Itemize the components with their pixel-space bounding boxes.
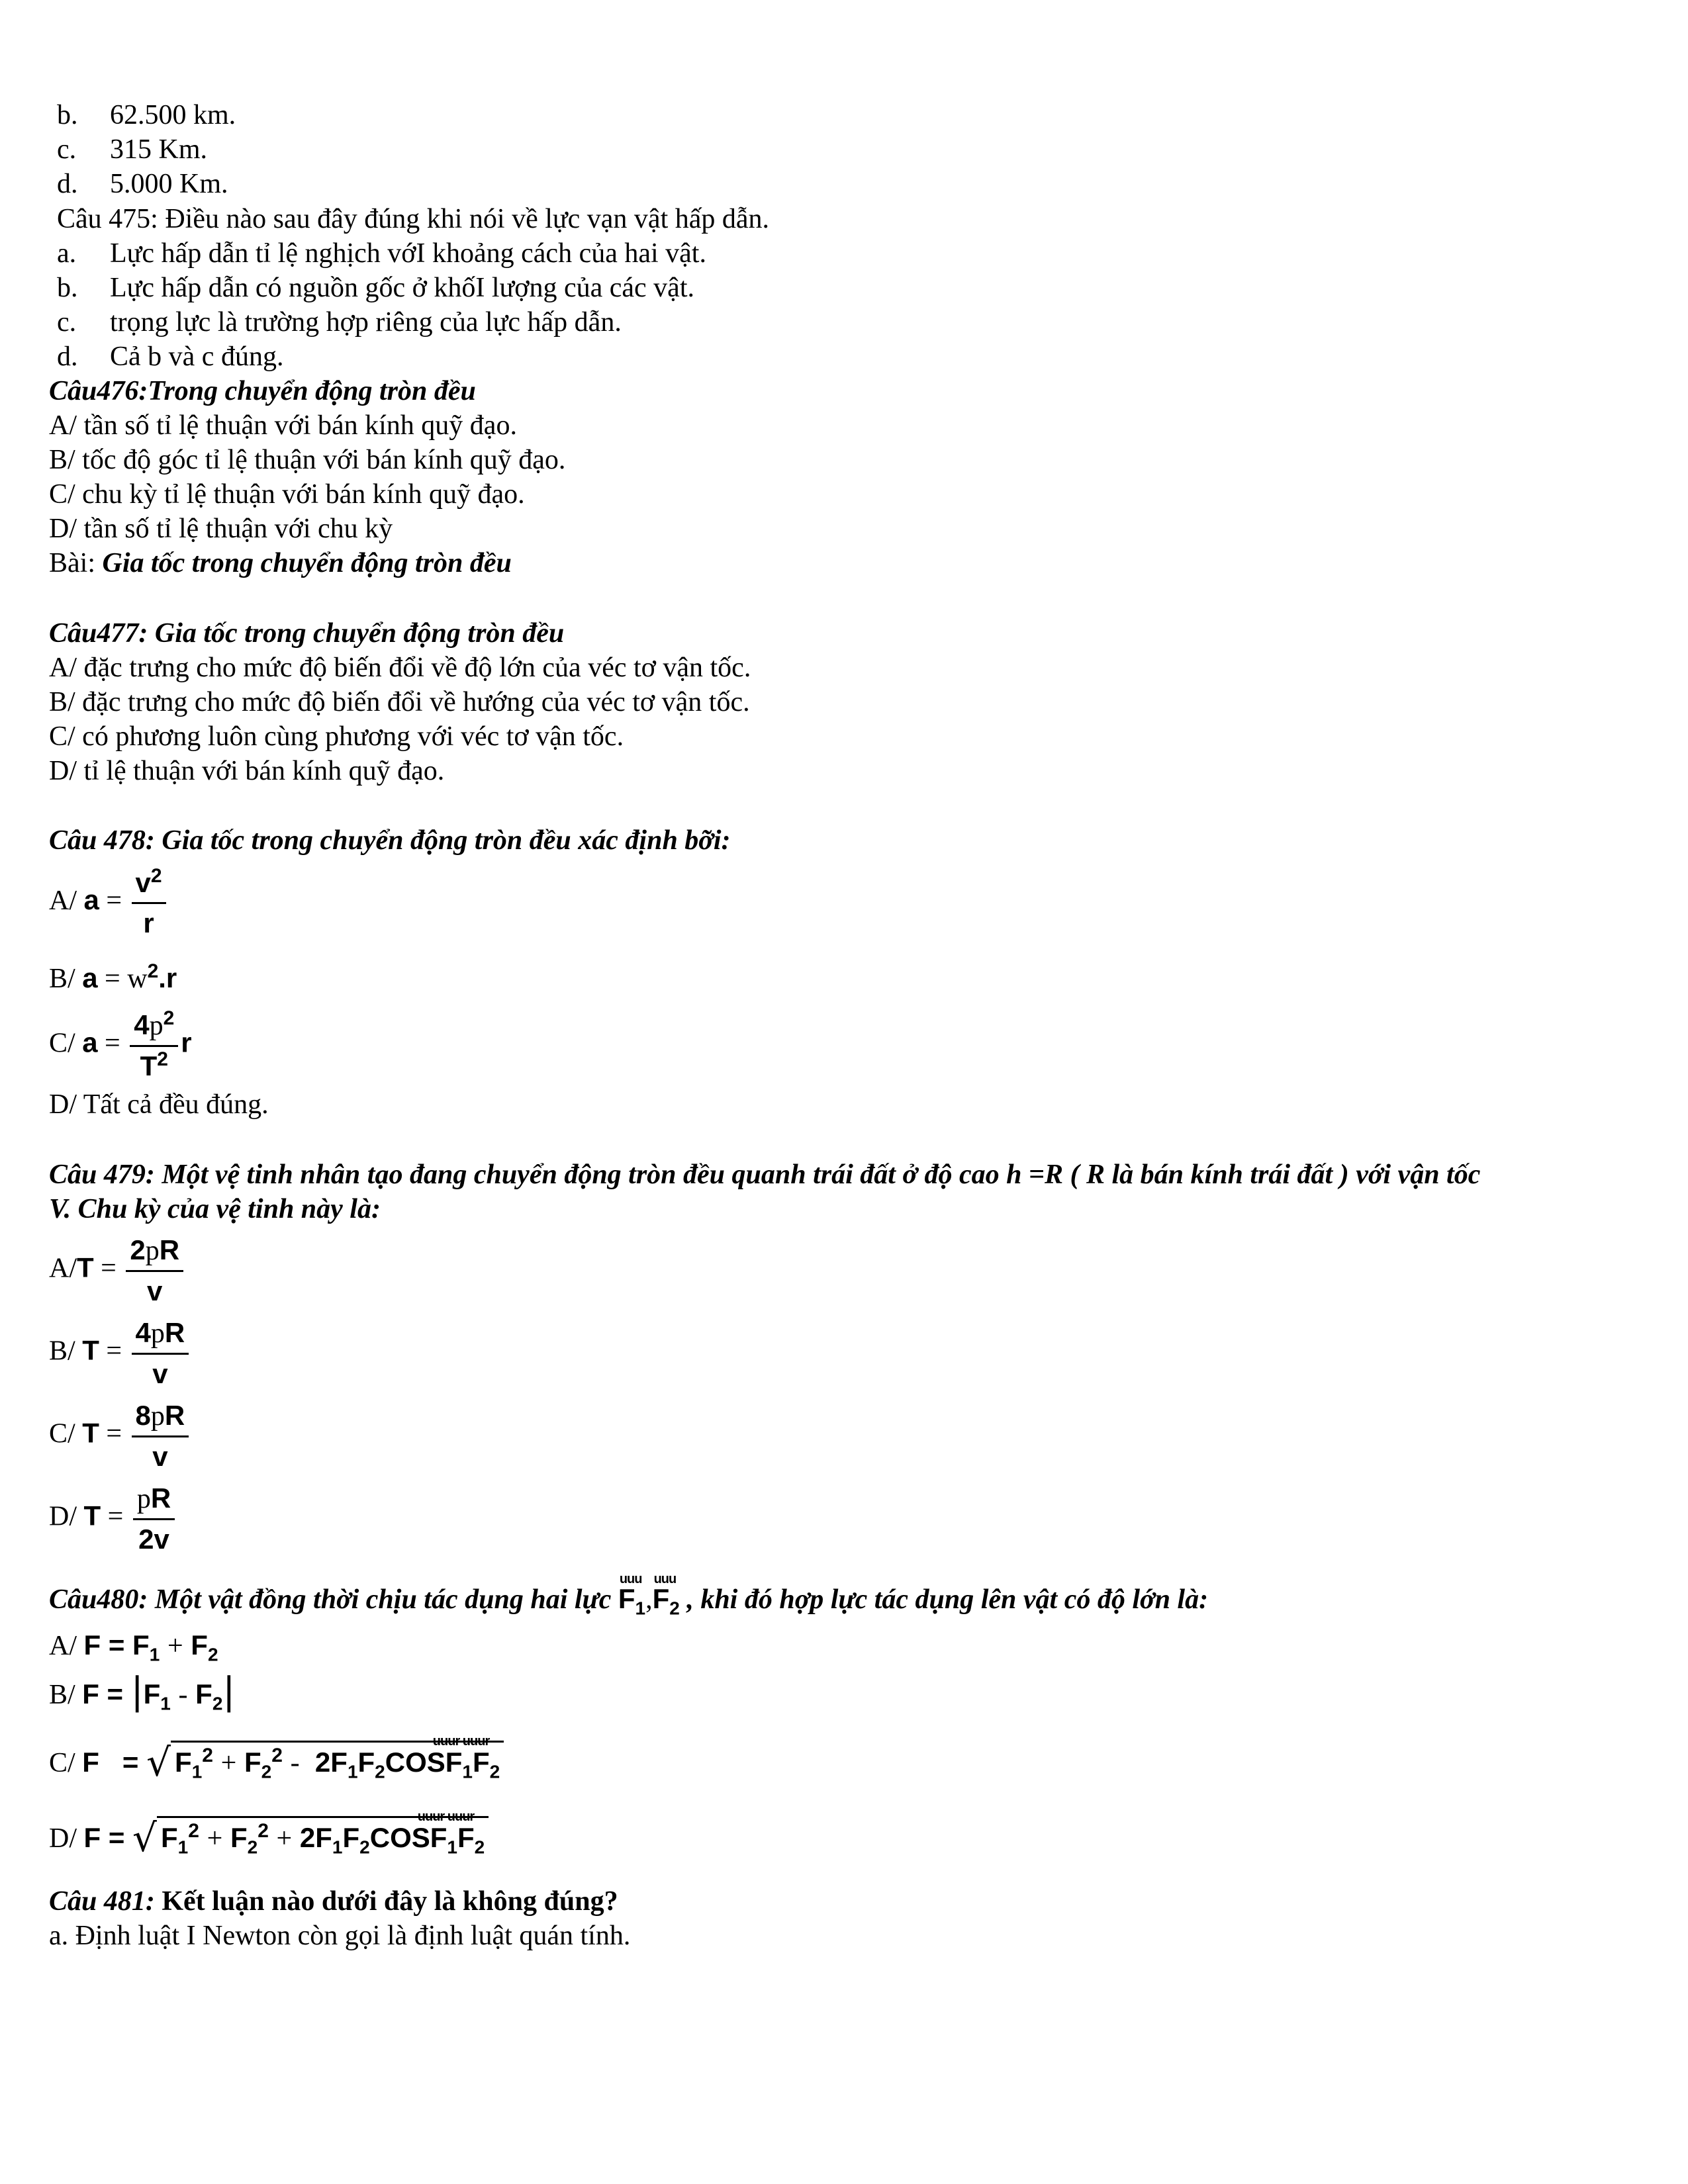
question-label: Câu 481: [49, 1886, 155, 1917]
vector-arrow-mark: uuur uuur [432, 1734, 490, 1749]
option-text: Lực hấp dẫn tỉ lệ nghịch vớI khoảng cách của hai vật. [110, 238, 706, 269]
lesson-title: Gia tốc trong chuyển động tròn đều [102, 548, 512, 578]
option-text: trọng lực là trường hợp riêng của lực hấp dẫn. [110, 307, 622, 338]
option-label: A/ [49, 1253, 77, 1284]
option-label: D/ [49, 1501, 77, 1532]
formula [83, 1629, 218, 1665]
radius-term: r [181, 1026, 192, 1058]
exponent: 2 [157, 1048, 168, 1070]
subscript: 1 [447, 1837, 457, 1858]
square-root-sign: √ [146, 1740, 171, 1785]
force-symbol: F [191, 1629, 208, 1661]
omega-symbol: w [127, 964, 148, 994]
formula-lhs: T [82, 1334, 99, 1366]
separator: , [645, 1584, 653, 1615]
subscript: 2 [375, 1761, 385, 1782]
cos-term: COSF [369, 1822, 447, 1853]
subscript: 1 [347, 1761, 358, 1782]
vector-f1 [618, 1572, 646, 1619]
formula-lhs: a [83, 884, 99, 916]
abs-bar-left: | [130, 1670, 144, 1713]
subscript: 2 [359, 1837, 370, 1858]
formula-lhs: T [83, 1500, 101, 1531]
force-symbol: F [618, 1583, 635, 1614]
q481-option-a: a. Định luật I Newton còn gọi là định luật quán tính. [49, 1921, 631, 1951]
q479-option-c: C/ T = $\frac{8pR}{v}$ [49, 1396, 191, 1476]
radius-symbol: R [159, 1234, 180, 1265]
question-text-after: , khi đó hợp lực tác dụng lên vật có độ lớn là: [679, 1584, 1209, 1615]
plus-sign: + [167, 1631, 183, 1661]
subscript: 2 [212, 1693, 223, 1714]
force-symbol: F [83, 1822, 101, 1853]
force-symbol: F [83, 1629, 101, 1661]
q475-option-b [57, 271, 694, 305]
force-symbol: F [473, 1747, 490, 1778]
subscript: 2 [207, 1644, 218, 1665]
radius-term: .r [158, 962, 177, 993]
option-label: B/ [49, 964, 75, 994]
q476-question: Câu476:Trong chuyển động tròn đều [49, 376, 476, 406]
formula [82, 1734, 504, 1785]
cos-term: COSF [385, 1747, 463, 1778]
square-root-sign: √ [132, 1815, 157, 1860]
q476-option-c: C/ chu kỳ tỉ lệ thuận với bán kính quỹ đạo. [49, 479, 525, 510]
exponent: 2 [202, 1745, 213, 1766]
force-symbol: F [132, 1629, 150, 1661]
denominator: v [152, 1441, 168, 1472]
option-letter: c. [57, 134, 77, 165]
vector-f2 [652, 1572, 680, 1619]
q478-option-a: A/ a = $\frac{v^2}{r}$ [49, 864, 169, 942]
q478-option-d: D/ Tất cả đều đúng. [49, 1089, 269, 1120]
exponent: 2 [147, 960, 159, 982]
force-symbol: F [244, 1747, 261, 1778]
q476-option-d: D/ tần số tỉ lệ thuận với chu kỳ [49, 514, 393, 544]
option-letter: c. [57, 307, 77, 338]
pi-symbol: p [149, 1011, 164, 1041]
coefficient: 4 [135, 1317, 151, 1348]
q481-question [49, 1884, 618, 1919]
q475-option-d [57, 340, 283, 374]
exponent: 2 [258, 1820, 269, 1842]
minus-sign: - [290, 1748, 300, 1778]
option-label: D/ [49, 1823, 77, 1854]
q474-option-d [57, 167, 228, 201]
option-text: 5.000 Km. [110, 169, 228, 199]
denominator: v [147, 1275, 163, 1306]
coefficient: 4 [134, 1009, 150, 1040]
exponent: 2 [150, 865, 162, 887]
radius-symbol: R [150, 1482, 171, 1514]
q479-option-a: A/T = $\frac{2pR}{v}$ [49, 1231, 186, 1310]
numerator: v [135, 867, 151, 898]
q476-option-b: B/ tốc độ góc tỉ lệ thuận với bán kính quỹ đạo. [49, 445, 566, 475]
coefficient-term: 2F [299, 1822, 332, 1853]
denominator: T [140, 1050, 158, 1081]
exponent: 2 [271, 1745, 283, 1766]
vector-arrow-mark: uuur uuur [417, 1809, 475, 1824]
question-text: Kết luận nào dưới đây là không đúng? [154, 1886, 618, 1917]
denominator: 2v [138, 1524, 169, 1555]
q480-question [49, 1572, 1209, 1619]
denominator: v [152, 1358, 168, 1389]
formula-fraction [132, 1314, 189, 1393]
vector-arrow-mark: uuu [653, 1572, 677, 1586]
q480-option-d [49, 1809, 489, 1860]
subscript: 2 [489, 1761, 500, 1782]
option-label: B/ [49, 1680, 75, 1710]
formula-lhs: T [77, 1251, 94, 1283]
subscript: 1 [332, 1837, 343, 1858]
force-symbol: F [175, 1747, 192, 1778]
q479-question-line1: Câu 479: Một vệ tinh nhân tạo đang chuyển động tròn đều quanh trái đất ở độ cao h =R ( R là bán kính trái đất ) với vận tốc [49, 1160, 1481, 1190]
exponent: 2 [163, 1007, 175, 1029]
option-text: Lực hấp dẫn có nguồn gốc ở khốI lượng của các vật. [110, 273, 694, 303]
q475-option-a [57, 236, 706, 271]
force-symbol: F [230, 1822, 248, 1853]
subscript: 1 [462, 1761, 473, 1782]
formula [82, 1670, 236, 1714]
radius-symbol: R [164, 1400, 185, 1431]
subscript: 2 [261, 1761, 272, 1782]
formula-fraction [133, 1479, 175, 1559]
plus-sign: + [207, 1823, 223, 1854]
formula-fraction [130, 1006, 178, 1085]
coefficient: 2 [130, 1234, 146, 1265]
pi-symbol: p [150, 1401, 165, 1432]
q477-option-b: B/ đặc trưng cho mức độ biến đổi về hướng của véc tơ vận tốc. [49, 687, 750, 717]
q474-option-c [57, 132, 207, 167]
option-letter: a. [57, 238, 77, 269]
lesson-prefix: Bài: [49, 548, 103, 578]
q480-option-a [49, 1628, 218, 1663]
q477-option-d: D/ tỉ lệ thuận với bán kính quỹ đạo. [49, 756, 445, 786]
pi-symbol: p [136, 1484, 151, 1514]
q478-option-b: B/ $a = w^2.r$ [49, 960, 177, 994]
equals-sign: = [108, 1629, 125, 1661]
equals-sign: = [108, 1822, 125, 1853]
subscript: 1 [635, 1598, 646, 1619]
subscript: 2 [669, 1598, 680, 1619]
option-label: B/ [49, 1336, 75, 1367]
subscript: 1 [191, 1761, 203, 1782]
option-label: A/ [49, 1631, 77, 1661]
vector-arrow-mark: uuu [619, 1572, 642, 1586]
coefficient: 8 [135, 1400, 151, 1431]
option-text: 315 Km. [110, 134, 207, 165]
pi-symbol: p [145, 1236, 160, 1266]
abs-bar-right: | [222, 1670, 236, 1713]
force-symbol: F [143, 1678, 161, 1709]
option-label: C/ [49, 1748, 75, 1778]
q474-option-b [57, 98, 236, 132]
radicand [171, 1734, 504, 1782]
formula-lhs: a [82, 962, 98, 993]
q480-option-c [49, 1734, 504, 1785]
radius-symbol: R [164, 1317, 185, 1348]
equals-sign: = [122, 1747, 139, 1778]
formula-lhs: a [82, 1026, 98, 1058]
denominator: r [143, 907, 154, 938]
plus-sign: + [276, 1823, 293, 1854]
subscript: 1 [177, 1837, 189, 1858]
lesson-heading [49, 546, 512, 580]
force-symbol: F [195, 1678, 212, 1709]
radicand [157, 1809, 489, 1858]
option-text: Cả b và c đúng. [110, 341, 284, 372]
force-symbol: F [82, 1678, 99, 1709]
equals-sign: = [107, 1678, 124, 1709]
option-letter: d. [57, 169, 78, 199]
option-label: C/ [49, 1028, 75, 1059]
pi-symbol: p [150, 1318, 165, 1349]
option-label: A/ [49, 886, 77, 917]
option-letter: b. [57, 100, 78, 130]
formula-fraction [126, 1231, 183, 1310]
question-text-before: Câu480: Một vật đồng thời chịu tác dụng hai lực [49, 1584, 618, 1615]
option-letter: b. [57, 273, 78, 303]
subscript: 2 [247, 1837, 258, 1858]
force-symbol: F [457, 1822, 475, 1853]
force-symbol: F [357, 1747, 375, 1778]
q475-option-c [57, 305, 622, 340]
minus-sign: - [178, 1680, 188, 1710]
q479-option-d: D/ T = $\frac{pR}{2v}$ [49, 1479, 177, 1559]
exponent: 2 [188, 1820, 199, 1842]
coefficient-term: 2F [314, 1747, 348, 1778]
q479-option-b: B/ T = $\frac{4pR}{v}$ [49, 1314, 191, 1393]
option-text: 62.500 km. [110, 100, 236, 130]
plus-sign: + [220, 1748, 237, 1778]
q477-option-a: A/ đặc trưng cho mức độ biến đổi về độ lớn của véc tơ vận tốc. [49, 653, 751, 683]
formula-lhs: T [82, 1417, 99, 1449]
subscript: 2 [474, 1837, 485, 1858]
q477-option-c: C/ có phương luôn cùng phương với véc tơ vận tốc. [49, 721, 624, 752]
formula-fraction [132, 1396, 189, 1476]
option-label: C/ [49, 1418, 75, 1449]
force-symbol: F [161, 1822, 178, 1853]
formula [83, 1809, 489, 1860]
formula-fraction [132, 864, 166, 942]
force-symbol: F [342, 1822, 360, 1853]
q478-option-c: C/ a = $\frac{4p^2}{T^2}$ r [49, 1006, 192, 1085]
force-symbol: F [652, 1583, 670, 1614]
q480-option-b [49, 1670, 236, 1714]
q475-question: Câu 475: Điều nào sau đây đúng khi nói về lực vạn vật hấp dẫn. [57, 204, 770, 234]
force-symbol: F [82, 1747, 99, 1778]
q476-option-a: A/ tần số tỉ lệ thuận với bán kính quỹ đạo. [49, 410, 517, 441]
q479-question-line2: V. Chu kỳ của vệ tinh này là: [49, 1194, 381, 1224]
subscript: 1 [149, 1644, 160, 1665]
q477-question: Câu477: Gia tốc trong chuyển động tròn đều [49, 618, 565, 649]
subscript: 1 [160, 1693, 171, 1714]
option-letter: d. [57, 341, 78, 372]
q478-question: Câu 478: Gia tốc trong chuyển động tròn đều xác định bỡi: [49, 825, 731, 856]
